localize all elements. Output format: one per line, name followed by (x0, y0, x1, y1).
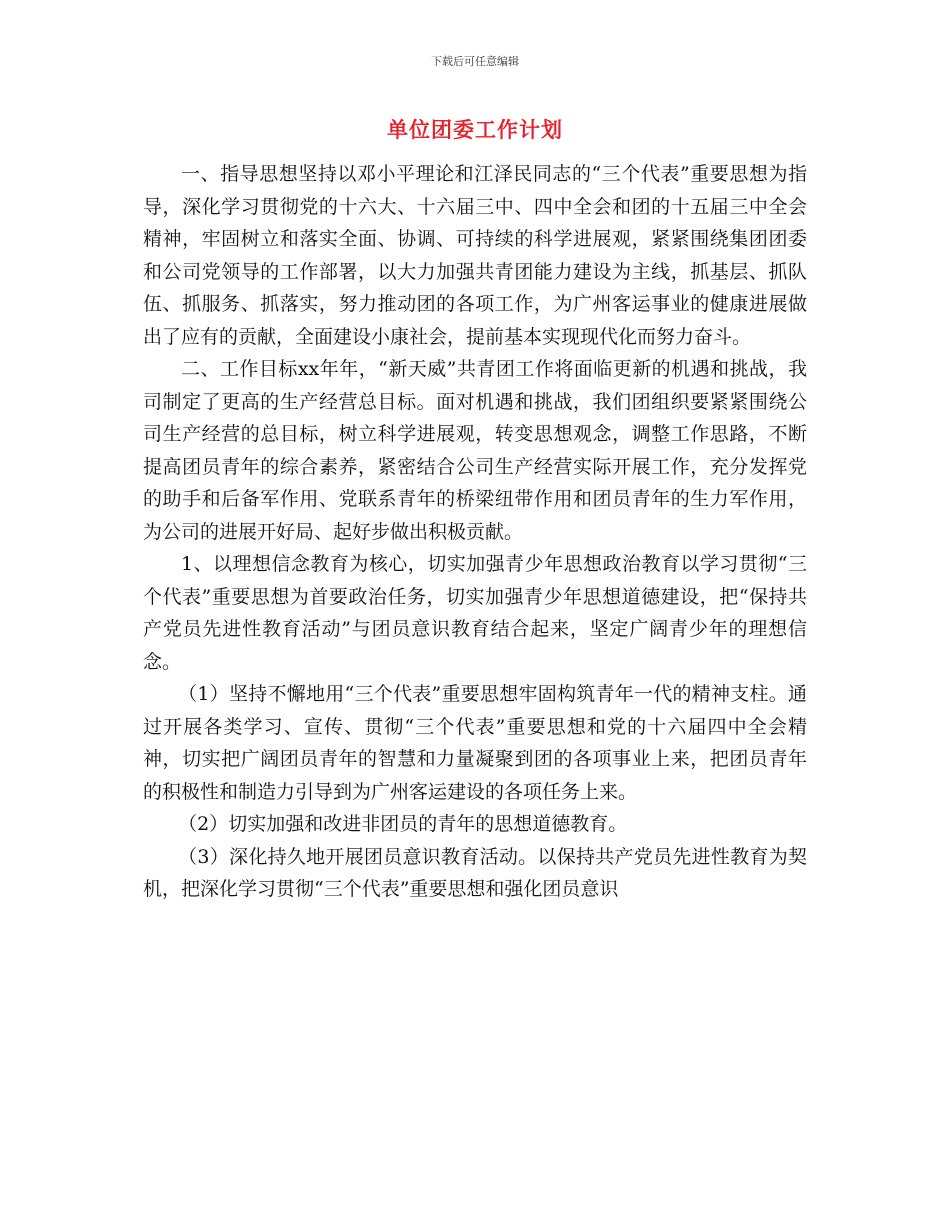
paragraph-subitem-2: （2）切实加强和改进非团员的青年的思想道德教育。 (178, 813, 628, 835)
paragraph-item-1: 1、以理想信念教育为核心，切实加强青少年思想政治教育以学习贯彻“三个代表”重要思想为首要政治任务，切实加强青少年思想道德建设，把“保持共产党员先进性教育活动”与团员意识教育结合起来，坚定广阔青少年的理想信念。 (143, 553, 807, 673)
paragraph-subitem-1: （1）坚持不懈地用“三个代表”重要思想牢固构筑青年一代的精神支柱。通过开展各类学习、宣传、贯彻“三个代表”重要思想和党的十六届四中全会精神，切实把广阔团员青年的智慧和力量凝聚到团的各项事业上来，把团员青年的积极性和制造力引导到为广州客运建设的各项任务上来。 (143, 683, 807, 803)
paragraph-work-goals: 二、工作目标xx年年，“新天威”共青团工作将面临更新的机遇和挑战，我司制定了更高的生产经营总目标。面对机遇和挑战，我们团组织要紧紧围绕公司生产经营的总目标，树立科学进展观，转变思想观念，调整工作思路，不断提高团员青年的综合素养，紧密结合公司生产经营实际开展工作，充分发挥党的助手和后备军作用、党联系青年的桥梁纽带作用和团员青年的生力军作用，为公司的进展开好局、起好步做出积极贡献。 (143, 358, 807, 543)
paragraph-subitem-3: （3）深化持久地开展团员意识教育活动。以保持共产党员先进性教育为契机，把深化学习贯彻“三个代表”重要思想和强化团员意识 (143, 845, 807, 900)
page-header-note: 下载后可任意编辑 (431, 55, 519, 68)
paragraph-guiding-ideology: 一、指导思想坚持以邓小平理论和江泽民同志的“三个代表”重要思想为指导，深化学习贯彻党的十六大、十六届三中、四中全会和团的十五届三中全会精神，牢固树立和落实全面、协调、可持续的科学进展观，紧紧围绕集团团委和公司党领导的工作部署，以大力加强共青团能力建设为主线，抓基层、抓队伍、抓服务、抓落实，努力推动团的各项工作，为广州客运事业的健康进展做出了应有的贡献，全面建设小康社会，提前基本实现现代化而努力奋斗。 (143, 163, 807, 348)
document-title: 单位团委工作计划 (387, 117, 563, 142)
document-body (143, 158, 807, 906)
